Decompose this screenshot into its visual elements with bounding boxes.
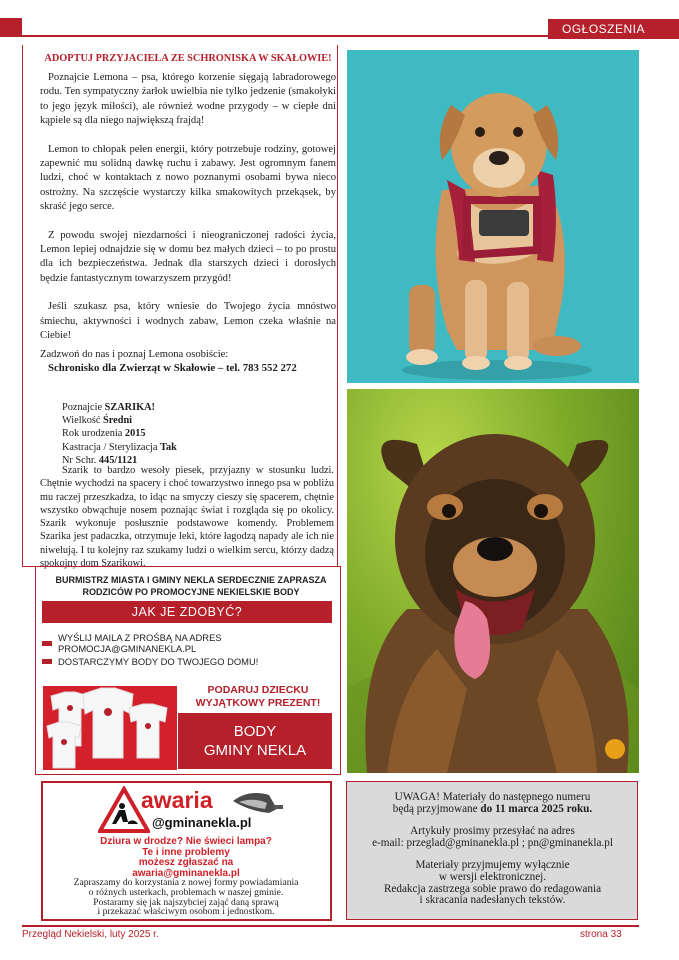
szarik-detail-line: Nr Schr. 445/1121: [62, 454, 138, 466]
article-title: ADOPTUJ PRZYJACIELA ZE SCHRONISKA W SKAŁOWIE!: [44, 53, 332, 64]
lemon-paragraph-2: Lemon to chłopak pełen energii, który potrzebuje rodziny, gotowej zapewnić mu solidną dawkę ruchu i zabawy. Jest ogromnym fanem ludzi, choć w kontaktach z nowo poznanymi osobami bywa nieco ostrożny. Na szczęście wystarczy kilka smakowitych przekąsek, by skraść jego serce.: [40, 143, 336, 213]
szarik-detail-line: Rok urodzenia 2015: [62, 428, 146, 440]
submission-notice: [350, 792, 635, 918]
szarik-detail-line: Wielkość Średni: [62, 415, 133, 427]
lemon-dog-photo: [347, 50, 639, 383]
lemon-dog-illustration: [347, 50, 639, 383]
body-gminy-nekla-banner: [178, 713, 332, 769]
promo-how-to-header: JAK JE ZDOBYĆ?: [42, 601, 332, 623]
szarik-dog-photo: [347, 389, 639, 773]
szarik-dog-illustration: [347, 389, 639, 773]
alert-email: awaria@gminanekla.pl: [132, 867, 240, 879]
promo-step-2: [42, 656, 340, 667]
bullet-mark-icon: [42, 659, 52, 664]
desc-line: i przekazać właściwym osobom i jednostkom.: [97, 906, 275, 918]
szarik-description: Szarik to bardzo wesoły piesek, przyjazny w stosunku ludzi. Chętnie wychodzi na spacery i choć towarzystwo innego psa w pobliżu mu raczej przeszkadza, to idąc na smyczy cieszy się spacerem, chętnie wszystko obwąchuje nosem poznając świat i rozgląda się po okolicy. Szarik wykonuje posłusznie podstawowe komendy. Problemem Szarika jest padaczka, otrzymuje leki, które łagodzą napady ale ich nie niwelują. I tu kolejny raz szukamy ludzi o wielkim sercu, którzy dadzą spokojny dom Szarikowi.: [40, 465, 334, 570]
awaria-logo-word: awaria: [141, 787, 213, 813]
desc-line: o różnych usterkach, problemach w naszej gminie.: [88, 886, 284, 898]
bullet-mark-icon: [42, 641, 52, 646]
alert-line: możesz zgłaszać na: [138, 857, 234, 868]
lemon-paragraph-1: Poznajcie Lemona – psa, którego korzenie sięgają labradorowego rodu. Ten sympatyczny żarłok uwielbia nie tylko jedzenie (smakołyki to jego język miłości), ale również wodne przygody – w ciepłe dni kąpiele są dla niego największą frajdą!: [40, 72, 336, 127]
header-rule: [22, 35, 548, 37]
alert-line: Te i inne problemy: [142, 846, 230, 858]
notice-deadline: UWAGA! Materiały do następnego numeru będą przyjmowane do 11 marca 2025 roku.: [392, 791, 593, 815]
banner-line-2: GMINY NEKLA: [203, 742, 307, 759]
footer-rule: [22, 925, 639, 927]
footer-publication: Przegląd Nekielski, luty 2025 r.: [22, 929, 159, 940]
promo-step-text: DOSTARCZYMY BODY DO TWOJEGO DOMU!: [58, 656, 259, 667]
awaria-description: [48, 878, 324, 917]
section-tab: OGŁOSZENIA: [548, 19, 679, 39]
lemon-paragraph-4: Jeśli szukasz psa, który wniesie do Twojego życia mnóstwo śmiechu, aktywności i wodnych zabaw, Lemon czeka właśnie na Ciebie!: [40, 301, 336, 342]
alert-line: Dziura w drodze? Nie świeci lampa?: [100, 836, 272, 847]
desc-line: Postaramy się jak najszybciej zająć daną sprawą: [93, 896, 279, 908]
szarik-details: [62, 401, 332, 467]
gift-headline: PODARUJ DZIECKU WYJĄTKOWY PREZENT!: [195, 684, 321, 709]
promo-intro-text: BURMISTRZ MIASTA I GMINY NEKLA SERDECZNIE ZAPRASZA RODZICÓW PO PROMOCYJNE NEKIELSKIE BODY: [55, 575, 327, 597]
footer-page-number: strona 33: [580, 929, 622, 940]
awaria-logo-domain: @gminanekla.pl: [152, 815, 252, 830]
szarik-detail-line: Kastracja / Sterylizacja Tak: [62, 441, 177, 453]
lemon-paragraph-3: Z powodu swojej niezdarności i nieograniczonej radości życia, Lemon lepiej odnajdzie się w domu bez małych dzieci – to po prostu dla ich bezpieczeństwa. Jednak dla starszych dzieci i dorosłych będzie fantastycznym towarzyszem przygód!: [40, 229, 336, 284]
shelter-contact: Schronisko dla Zwierząt w Skałowie – tel. 783 552 272: [48, 362, 297, 374]
lemon-paragraph-5: Zadzwoń do nas i poznaj Lemona osobiście:: [40, 348, 229, 360]
notice-editorial: Materiały przyjmujemy wyłącznie w wersji elektronicznej. Redakcja zastrzega sobie prawo do redagowania i skracania nadesłanych tekstów.: [383, 859, 602, 907]
lemon-description: [40, 71, 336, 376]
baby-bodysuits-photo: [43, 686, 177, 770]
promo-step-1: [42, 632, 340, 654]
banner-line-1: BODY: [233, 723, 277, 740]
desc-line: Zapraszamy do korzystania z nowej formy powiadamiania: [73, 877, 299, 888]
street-lamp-icon: [229, 787, 283, 817]
bodysuit-illustration: [43, 686, 177, 770]
header-accent-bar: [0, 18, 22, 37]
awaria-alert-text: [48, 837, 324, 879]
promo-step-text: WYŚLIJ MAILA Z PROŚBĄ NA ADRES PROMOCJA@GMINANEKLA.PL: [58, 632, 222, 654]
notice-email: Artykuły prosimy przesyłać na adres e-mail: przeglad@gminanekla.pl ; pn@gminanekla.pl: [372, 825, 613, 849]
szarik-detail-line: Poznajcie SZARIKA!: [62, 402, 155, 413]
